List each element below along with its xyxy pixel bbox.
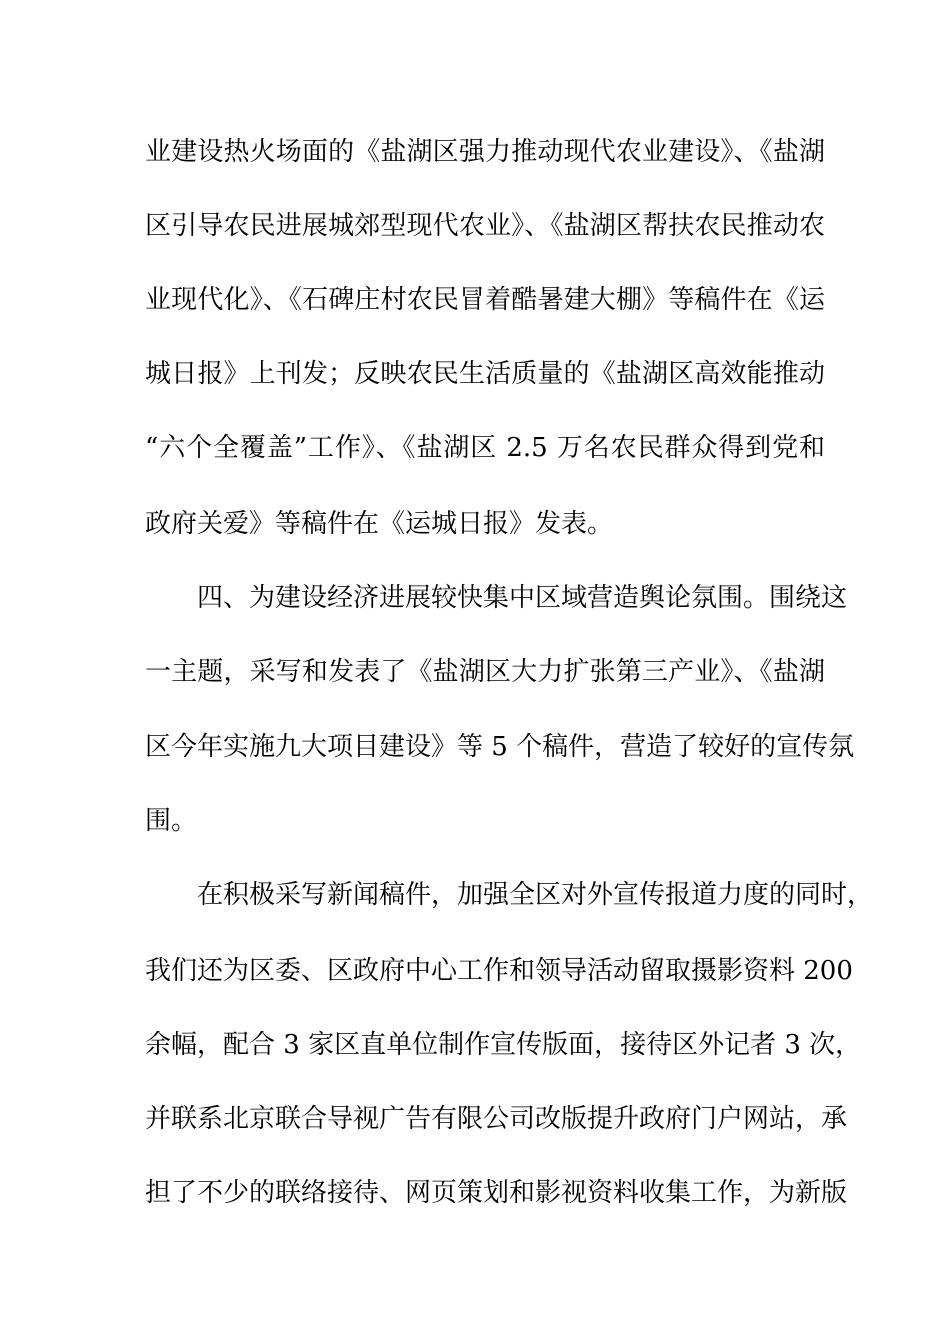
text-line: 并联系北京联合导视广告有限公司改版提升政府门户网站，承: [145, 1104, 848, 1134]
text-line: 区今年实施九大项目建设》等 5 个稿件，营造了较好的宣传氛: [145, 732, 855, 762]
text-line: 余幅，配合 3 家区直单位制作宣传版面，接待区外记者 3 次，: [145, 1030, 862, 1060]
text-line: 一主题，采写和发表了《盐湖区大力扩张第三产业》、《盐湖: [145, 657, 825, 687]
text-line: 四、为建设经济进展较快集中区域营造舆论氛围。围绕这: [145, 583, 848, 613]
text-line: 城日报》上刊发；反映农民生活质量的《盐湖区高效能推动: [145, 359, 825, 389]
text-line: 围。: [145, 806, 198, 836]
text-line: 区引导农民进展城郊型现代农业》、《盐湖区帮扶农民推动农: [145, 211, 825, 241]
text-line: 我们还为区委、区政府中心工作和领导活动留取摄影资料 200: [145, 956, 853, 986]
text-line: 担了不少的联络接待、网页策划和影视资料收集工作，为新版: [145, 1178, 848, 1208]
text-line: “六个全覆盖”工作》、《盐湖区 2.5 万名农民群众得到党和: [145, 433, 825, 463]
text-line: 政府关爱》等稿件在《运城日报》发表。: [145, 509, 614, 539]
text-line: 在积极采写新闻稿件，加强全区对外宣传报道力度的同时，: [145, 880, 874, 910]
text-line: 业建设热火场面的《盐湖区强力推动现代农业建设》、《盐湖: [145, 137, 825, 167]
text-line: 业现代化》、《石碑庄村农民冒着酷暑建大棚》等稿件在《运: [145, 285, 825, 315]
